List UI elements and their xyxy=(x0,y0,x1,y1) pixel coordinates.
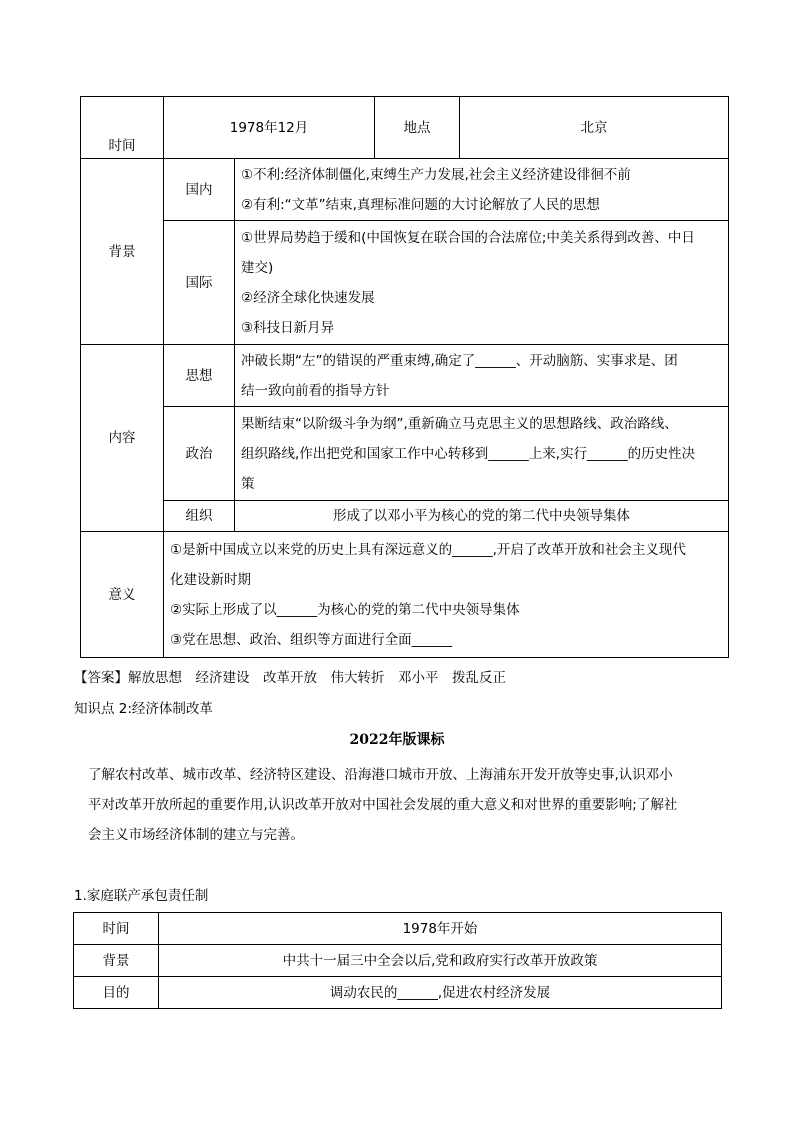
international-line: ③科技日新月异 xyxy=(241,319,335,336)
international-line: ②经济全球化快速发展 xyxy=(241,289,375,306)
content-label: 内容 xyxy=(81,345,164,532)
row-label: 目的 xyxy=(74,977,159,1009)
curriculum-standard-title: 2022年版课标 xyxy=(349,732,445,748)
significance-line: 化建设新时期 xyxy=(170,571,251,588)
politics-line: 果断结束“以阶级斗争为纲”,重新确立马克思主义的思想路线、政治路线、 xyxy=(241,415,678,432)
row-value: 调动农民的______,促进农村经济发展 xyxy=(159,977,722,1009)
international-line: ①世界局势趋于缓和(中国恢复在联合国的合法席位;中美关系得到改善、中日 xyxy=(241,229,695,246)
row-label: 背景 xyxy=(74,945,159,977)
row-value: 1978年开始 xyxy=(159,913,722,945)
curriculum-standard-text xyxy=(74,760,724,850)
thought-line: 冲破长期“左”的错误的严重束缚,确定了______、开动脑筋、实事求是、团 xyxy=(241,352,678,369)
time-label: 时间 xyxy=(81,97,164,159)
reform-meeting-table xyxy=(80,96,729,658)
significance-line: ②实际上形成了以______为核心的党的第二代中央领导集体 xyxy=(170,601,520,618)
answer-line: 【答案】解放思想 经济建设 改革开放 伟大转折 邓小平 拨乱反正 xyxy=(74,670,506,686)
contract-system-table xyxy=(73,912,722,1009)
background-label: 背景 xyxy=(81,159,164,345)
significance-content xyxy=(164,532,729,658)
thought-label: 思想 xyxy=(164,345,235,407)
domestic-line: ②有利:“文革”结束,真理标准问题的大讨论解放了人民的思想 xyxy=(241,196,600,213)
organization-content: 形成了以邓小平为核心的党的第二代中央领导集体 xyxy=(235,501,729,532)
place-label: 地点 xyxy=(375,97,460,159)
domestic-label: 国内 xyxy=(164,159,235,221)
standard-line: 平对改革开放所起的重要作用,认识改革开放对中国社会发展的重大意义和对世界的重要影响;了解社 xyxy=(88,797,678,813)
organization-label: 组织 xyxy=(164,501,235,532)
meeting-date: 1978年12月 xyxy=(164,97,375,159)
significance-label: 意义 xyxy=(81,532,164,658)
significance-line: ①是新中国成立以来党的历史上具有深远意义的______,开启了改革开放和社会主义现代 xyxy=(170,541,686,558)
domestic-line: ①不利:经济体制僵化,束缚生产力发展,社会主义经济建设徘徊不前 xyxy=(241,166,631,183)
significance-line: ③党在思想、政治、组织等方面进行全面______ xyxy=(170,631,453,648)
row-label: 时间 xyxy=(74,913,159,945)
international-label: 国际 xyxy=(164,221,235,345)
politics-label: 政治 xyxy=(164,407,235,501)
politics-content xyxy=(235,407,729,501)
politics-line: 策 xyxy=(241,475,255,492)
section-heading: 1.家庭联产承包责任制 xyxy=(74,888,209,904)
standard-line: 了解农村改革、城市改革、经济特区建设、沿海港口城市开放、上海浦东开发开放等史事,认识邓小 xyxy=(88,767,673,783)
thought-content xyxy=(235,345,729,407)
international-content xyxy=(235,221,729,345)
politics-line: 组织路线,作出把党和国家工作中心转移到______上来,实行______的历史性决 xyxy=(241,445,696,462)
thought-line: 结一致向前看的指导方针 xyxy=(241,382,390,399)
international-line: 建交) xyxy=(241,259,274,276)
row-value: 中共十一届三中全会以后,党和政府实行改革开放政策 xyxy=(159,945,722,977)
domestic-content xyxy=(235,159,729,221)
knowledge-point-heading: 知识点 2:经济体制改革 xyxy=(74,701,213,717)
meeting-place: 北京 xyxy=(460,97,729,159)
standard-line: 会主义市场经济体制的建立与完善。 xyxy=(88,827,304,843)
